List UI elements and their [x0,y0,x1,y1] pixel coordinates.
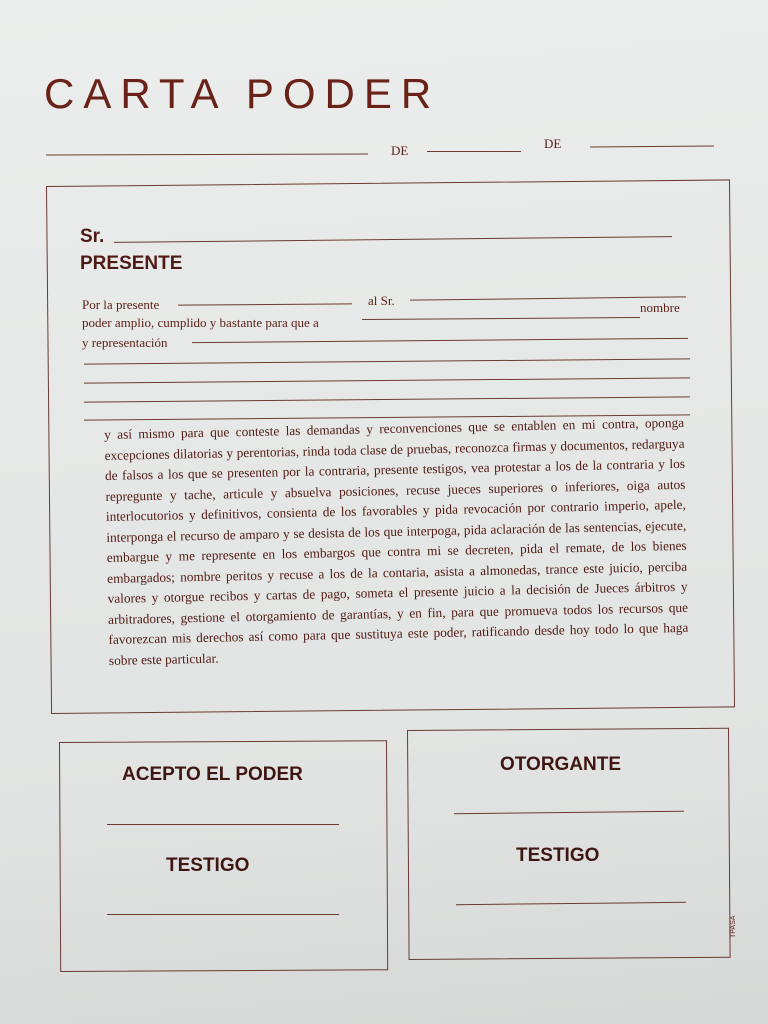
printer-mark: TPASA [730,915,737,938]
al-sr-label: al Sr. [368,293,395,308]
presente-label: PRESENTE [80,253,183,274]
date-de-label-1: DE [391,143,409,158]
testigo-right-label: TESTIGO [516,845,600,866]
acepto-el-poder-label: ACEPTO EL PODER [122,764,303,785]
salutation-label: Sr. [80,226,105,247]
por-la-presente-label: Por la presente [82,297,160,312]
acepto-signature-line[interactable] [107,824,339,825]
poder-amplio-label: poder amplio, cumplido y bastante para que a [82,315,319,330]
representacion-label: y representación [82,335,168,350]
testigo-left-label: TESTIGO [166,855,250,876]
place-line[interactable] [46,153,368,155]
nombre-label: nombre [640,300,680,315]
legal-body-paragraph: y así mismo para que conteste las demandas y reconvenciones que se entablen en mi contra, oponga excepciones dilatorias y perentorias, rinda toda clase de pruebas, reconozca firmas y documentos, redarguya de falsos a los que se presenten por la contraria, presente testigos, vea protestar a los de la contraria y los repregunte y tache, articule y absuelva posiciones, recuse jueces superiores o inferiores, oiga autos interlocutorios y definitivos, consienta de los favorables y pida revocación por contrario imperio, apele, interponga el recurso de amparo y se desista de los que interpoga, pida aclaración de las sentencias, ejecute, embargue y me represente en los embargos que contra mi se decreten, pida el remate, de los bienes embargados; nombre peritos y recuse a los de la contaria, asista a almonedas, trance este juicio, perciba valores y otorgue recibos y cartas de pago, someta el presente juicio a la decisión de Jueces árbitros y arbitradores, gestione el otorgamiento de garantías, y en fin, para que promueva todos los recursos que favorezcan mis derechos así como para que sustituya este poder, ratificando desde hoy todo lo que haga sobre este particular. [104,414,689,668]
otorgante-label: OTORGANTE [500,754,622,775]
testigo-left-signature-line[interactable] [107,914,339,915]
date-de-label-2: DE [544,136,562,151]
page-title: CARTA PODER [44,70,441,117]
month-line[interactable] [590,145,714,147]
day-line[interactable] [427,151,521,152]
